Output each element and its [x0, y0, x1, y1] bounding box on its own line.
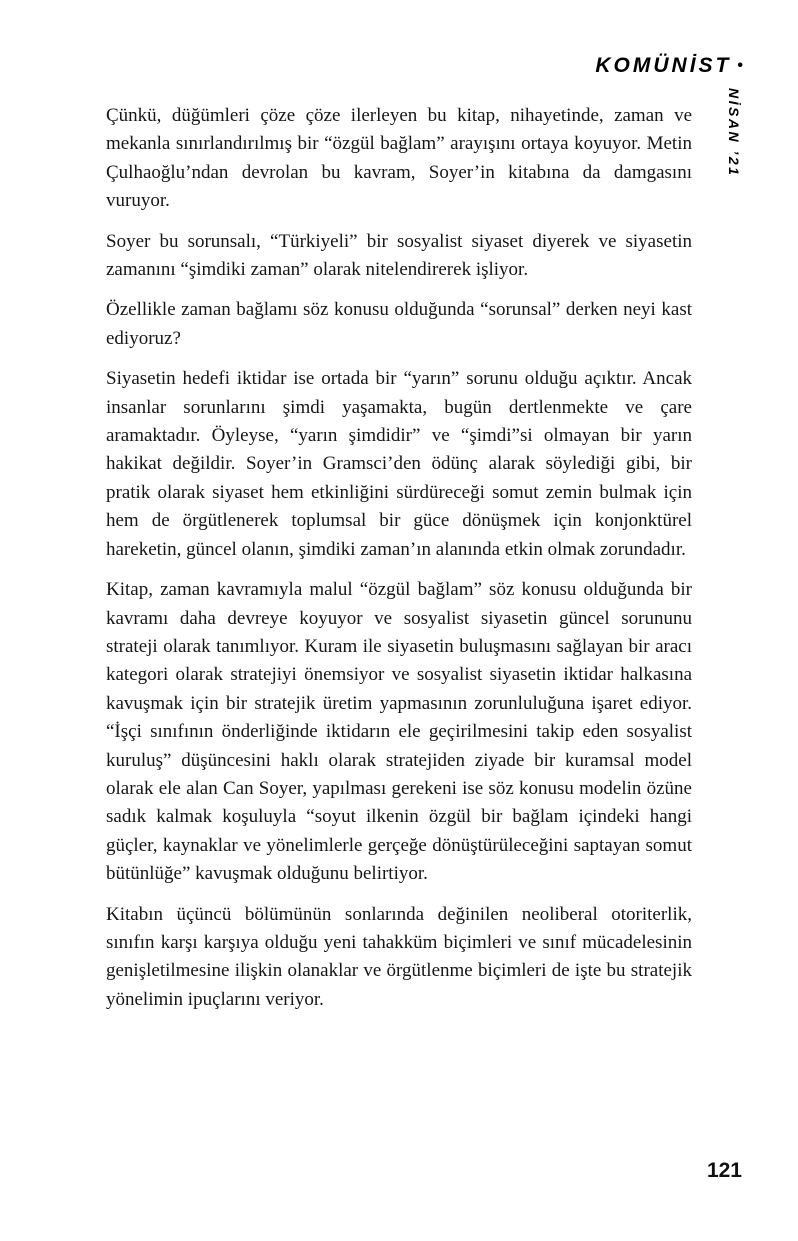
- body-paragraph: Özellikle zaman bağlamı söz konusu olduğunda “sorunsal” derken neyi kast ediyoruz?: [106, 299, 692, 349]
- page-number: 121: [706, 1159, 742, 1182]
- body-paragraph: Kitap, zaman kavramıyla malul “özgül bağlam” söz konusu olduğunda bir kavramı daha devreye koyuyor ve sosyalist siyasetin güncel sorununu strateji olarak tanımlıyor. Kuram ile siyasetin buluşmasını sağlayan bir aracı kategori olarak stratejiyi önemsiyor ve sosyalist siyasetin iktidar halkasına kavuşmak için bir stratejik üretim yapmasının zorunluluğuna işaret ediyor. “İşçi sınıfının önderliğinde iktidarın ele geçirilmesini takip eden sosyalist kuruluş” düşüncesini haklı olarak stratejiden ziyade bir kuramsal model olarak ele alan Can Soyer, yapılması gerekeni ise söz konusu modelin özüne sadık kalmak koşuluyla “soyut ilkenin özgül bir bağlam içindeki hangi güçler, kaynaklar ve yönelimlerle gerçeğe dönüştürüleceğini saptayan somut bütünlüğe” kavuşmak olduğunu belirtiyor.: [106, 579, 692, 885]
- article-body: [106, 102, 692, 1026]
- journal-title: KOMÜNİST: [595, 54, 732, 77]
- bullet-icon: •: [737, 57, 743, 74]
- body-paragraph: Soyer bu sorunsalı, “Türkiyeli” bir sosyalist siyaset diyerek ve siyasetin zamanını “şimdiki zaman” olarak nitelendirerek işliyor.: [106, 230, 692, 281]
- issue-label-vertical: NİSAN ’21: [726, 88, 742, 178]
- body-paragraph: Siyasetin hedefi iktidar ise ortada bir “yarın” sorunu olduğu açıktır. Ancak insanlar sorunlarını şimdi yaşamakta, bugün dertlenmekte ve çare aramaktadır. Öyleyse, “yarın şimdidir” ve “şimdi”si olmayan bir yarın hakikat değildir. Soyer’in Gramsci’den ödünç alarak söylediği gibi, bir pratik olarak siyaset hem etkinliğini sürdüreceği somut zemin bulmak için hem de örgütlenerek toplumsal bir güce dönüşmek için konjonktürel hareketin, güncel olanın, şimdiki zaman’ın alanında etkin olmak zorundadır.: [106, 368, 692, 560]
- page-header: [595, 54, 743, 78]
- body-paragraph: Kitabın üçüncü bölümünün sonlarında değinilen neoliberal otoriterlik, sınıfın karşı karşıya olduğu yeni tahakküm biçimleri ve sınıf mücadelesinin genişletilmesine ilişkin olanaklar ve örgütlenme biçimleri de işte bu stratejik yönelimin ipuçlarını veriyor.: [106, 903, 692, 1010]
- body-paragraph: Çünkü, düğümleri çöze çöze ilerleyen bu kitap, nihayetinde, zaman ve mekanla sınırlandırılmış bir “özgül bağlam” arayışını ortaya koyuyor. Metin Çulhaoğlu’ndan devrolan bu kavram, Soyer’in kitabına da damgasını vuruyor.: [106, 105, 692, 212]
